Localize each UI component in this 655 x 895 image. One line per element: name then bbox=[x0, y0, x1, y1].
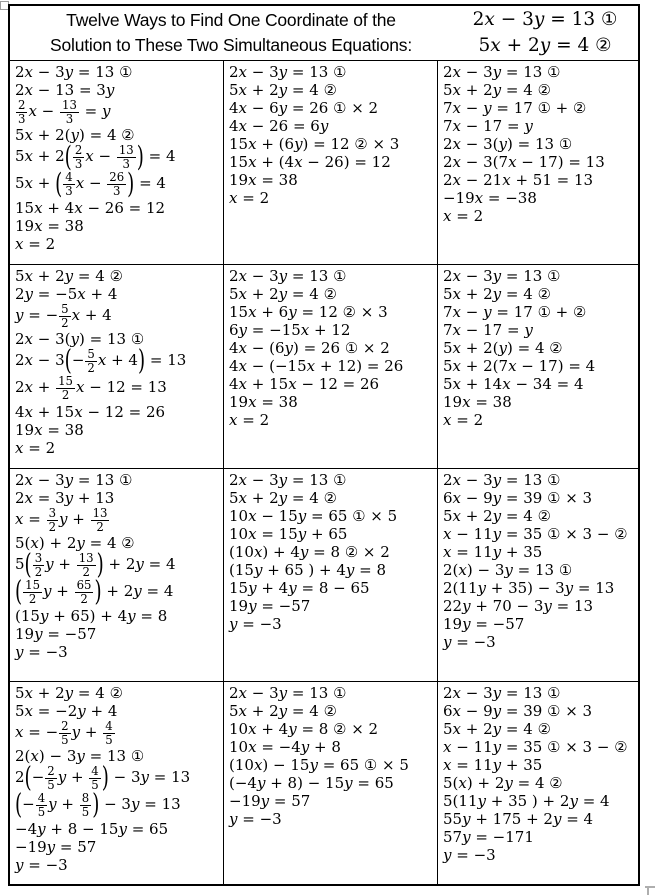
math-line: 5x + 2y = 4 ② bbox=[15, 684, 123, 702]
table-resize-handle-icon[interactable] bbox=[647, 888, 649, 895]
math-line: 5x + 2y = 4 ② bbox=[443, 285, 551, 303]
math-line: 4x − (6y) = 26 ① × 2 bbox=[229, 339, 390, 357]
math-line: 15x + 6y = 12 ② × 3 bbox=[229, 303, 388, 321]
math-line: 2x − 3y = 13 ① bbox=[443, 267, 561, 285]
method-cell-r4c3 bbox=[438, 682, 638, 884]
math-line: (15y + 65) + 4y = 8 bbox=[15, 606, 168, 625]
math-line: 5x + 2y = 4 ② bbox=[229, 489, 337, 507]
math-line: 19y = −57 bbox=[229, 597, 311, 615]
math-line: 55y + 175 + 2y = 4 bbox=[443, 810, 594, 828]
math-line: x = 2 bbox=[229, 411, 270, 429]
math-line: 4x + 15x − 12 = 26 bbox=[229, 375, 380, 393]
math-line: 4x + 15x − 12 = 26 bbox=[15, 402, 166, 421]
method-cell-r4c2 bbox=[224, 682, 438, 884]
math-line: 19y = −57 bbox=[443, 615, 525, 633]
method-cell-r3c3 bbox=[438, 469, 638, 682]
math-line: x = 2 bbox=[229, 189, 270, 207]
math-line: 5x + 2(7x − 17) = 4 bbox=[443, 357, 596, 375]
math-line: 10x = −4y + 8 bbox=[229, 738, 341, 756]
math-line: 19x = 38 bbox=[229, 171, 298, 189]
math-line: 2y = −5x + 4 bbox=[15, 285, 118, 303]
method-cell-r1c3 bbox=[438, 61, 638, 265]
math-line: 5( $\frac{3}{2}$ y + $\frac{13}{2}$ ) + 2y = 4 bbox=[15, 548, 176, 582]
math-line: x = 2 bbox=[443, 411, 484, 429]
math-line: x = 2 bbox=[443, 207, 484, 225]
method-cell-r2c2 bbox=[224, 265, 438, 469]
math-line: (−4y + 8) − 15y = 65 bbox=[229, 774, 394, 792]
page-title-line1: Twelve Ways to Find One Coordinate of the bbox=[66, 10, 396, 30]
math-line: x = 2 bbox=[15, 438, 56, 457]
math-line: (10x) − 15y = 65 ① × 5 bbox=[229, 756, 409, 774]
math-line: −4y + 8 − 15y = 65 bbox=[15, 819, 169, 838]
math-line: 5x = −2y + 4 bbox=[15, 702, 118, 720]
math-line: 57y = −171 bbox=[443, 828, 534, 846]
math-line: 5(x) + 2y = 4 ② bbox=[15, 534, 135, 553]
math-line: 4x − 6y = 26 ① × 2 bbox=[229, 99, 379, 117]
math-line: y = −3 bbox=[15, 642, 68, 661]
math-line: x = 2 bbox=[15, 234, 56, 253]
method-cell-r1c2 bbox=[224, 61, 438, 265]
method-cell-r3c1 bbox=[10, 469, 224, 682]
math-line: 2x − 3y = 13 ① bbox=[443, 63, 561, 81]
math-line: 19x = 38 bbox=[15, 420, 84, 439]
page-title-line2: Solution to These Two Simultaneous Equations: bbox=[50, 35, 412, 55]
math-line: 5x + 2y = 4 ② bbox=[229, 702, 337, 720]
math-line: 2x − 3(y) = 13 ① bbox=[15, 330, 145, 349]
math-line: 4x − (−15x + 12) = 26 bbox=[229, 357, 404, 375]
math-line: 2(− $\frac{2}{5}$ y + $\frac{4}{5}$ ) − 3y = 13 bbox=[15, 761, 191, 795]
math-line: (− $\frac{4}{5}$ y + $\frac{8}{5}$ ) − 3y = 13 bbox=[15, 788, 181, 822]
math-line: 5x + 2(y) = 4 ② bbox=[443, 339, 563, 357]
math-line: 5x + 2y = 4 ② bbox=[443, 507, 551, 525]
math-line: (15y + 65 ) + 4y = 8 bbox=[229, 561, 387, 579]
math-line: 2x − 3y = 13 ① bbox=[229, 684, 347, 702]
math-line: y = − $\frac{5}{2}$ x + 4 bbox=[15, 302, 112, 331]
math-line: 5x + ( $\frac{4}{3}$ x − $\frac{26}{3}$ ) = 4 bbox=[15, 167, 166, 201]
math-line: 5x + 14x − 34 = 4 bbox=[443, 375, 584, 393]
math-line: 2x − 13 = 3y bbox=[15, 81, 115, 99]
math-line: 10x + 4y = 8 ② × 2 bbox=[229, 720, 379, 738]
math-line: 7x − 17 = y bbox=[443, 321, 533, 339]
math-line: 5(x) + 2y = 4 ② bbox=[443, 774, 563, 792]
math-line: 6y = −15x + 12 bbox=[229, 321, 351, 339]
math-line: 5x + 2(y) = 4 ② bbox=[15, 126, 135, 145]
math-line: 10x = 15y + 65 bbox=[229, 525, 348, 543]
math-line: 15x + (6y) = 12 ② × 3 bbox=[229, 135, 400, 153]
math-line: 2x − 3y = 13 ① bbox=[443, 471, 561, 489]
math-line: −19y = 57 bbox=[229, 792, 311, 810]
math-line: 6x − 9y = 39 ① × 3 bbox=[443, 702, 593, 720]
math-line: x = 11y + 35 bbox=[443, 543, 543, 561]
math-line: $\frac{2}{3}$ x − $\frac{13}{3}$ = y bbox=[18, 98, 111, 127]
math-line: 2x − 21x + 51 = 13 bbox=[443, 171, 594, 189]
math-line: 7x − 17 = y bbox=[443, 117, 533, 135]
math-line: 7x − y = 17 ① + ② bbox=[443, 99, 587, 117]
math-line: 5x + 2y = 4 ② bbox=[229, 285, 337, 303]
math-line: 22y + 70 − 3y = 13 bbox=[443, 597, 594, 615]
math-line: 2x − 3y = 13 ① bbox=[443, 684, 561, 702]
math-line: 2x = 3y + 13 bbox=[15, 489, 115, 507]
math-line: 5x + 2y = 4 ② bbox=[229, 81, 337, 99]
math-line: 5x + 2y = 4 ② bbox=[443, 720, 551, 738]
math-line: 19x = 38 bbox=[229, 393, 298, 411]
math-line: 5x + 2y = 4 ② bbox=[15, 267, 123, 285]
method-cell-r1c1 bbox=[10, 61, 224, 265]
math-line: y = −3 bbox=[443, 846, 496, 864]
math-line: 5x + 2( $\frac{2}{3}$ x − $\frac{13}{3}$ ) = 4 bbox=[15, 140, 176, 174]
math-line: 2(x) − 3y = 13 ① bbox=[443, 561, 573, 579]
math-line: 2x + $\frac{15}{2}$ x − 12 = 13 bbox=[15, 374, 167, 403]
math-line: 10x − 15y = 65 ① × 5 bbox=[229, 507, 398, 525]
math-line: 2x − 3y = 13 ① bbox=[229, 63, 347, 81]
table-header-row bbox=[10, 6, 638, 61]
math-line: −19x = −38 bbox=[443, 189, 537, 207]
math-line: x = $\frac{3}{2}$ y + $\frac{13}{2}$ bbox=[15, 506, 108, 535]
methods-grid bbox=[10, 61, 638, 884]
math-line: 2(11y + 35) − 3y = 13 bbox=[443, 579, 615, 597]
math-line: 2x − 3(− $\frac{5}{2}$ x + 4) = 13 bbox=[15, 344, 187, 378]
math-line: ( $\frac{15}{2}$ y + $\frac{65}{2}$ ) + 2y = 4 bbox=[15, 575, 174, 609]
math-line: 15x + (4x − 26) = 12 bbox=[229, 153, 391, 171]
math-line: 19y = −57 bbox=[15, 624, 97, 643]
page-title bbox=[10, 8, 452, 58]
math-line: 2(x) − 3y = 13 ① bbox=[15, 747, 145, 766]
method-cell-r3c2 bbox=[224, 469, 438, 682]
math-line: x − 11y = 35 ① × 3 − ② bbox=[443, 525, 628, 543]
math-line: y = −3 bbox=[229, 615, 282, 633]
math-line: (10x) + 4y = 8 ② × 2 bbox=[229, 543, 390, 561]
solutions-table bbox=[8, 4, 640, 886]
given-equations bbox=[452, 7, 638, 59]
math-line: 19x = 38 bbox=[443, 393, 512, 411]
math-line: y = −3 bbox=[229, 810, 282, 828]
math-line: 2x − 3y = 13 ① bbox=[15, 63, 133, 81]
math-line: y = −3 bbox=[443, 633, 496, 651]
math-line: 15x + 4x − 26 = 12 bbox=[15, 198, 166, 217]
equation-1: 2x − 3y = 13 ① bbox=[472, 9, 618, 30]
math-line: x = 11y + 35 bbox=[443, 756, 543, 774]
math-line: 2x − 3(7x − 17) = 13 bbox=[443, 153, 605, 171]
math-line: x = − $\frac{2}{5}$ y + $\frac{4}{5}$ bbox=[15, 719, 113, 748]
math-line: 6x − 9y = 39 ① × 3 bbox=[443, 489, 593, 507]
math-line: 2x − 3(y) = 13 ① bbox=[443, 135, 573, 153]
math-line: 7x − y = 17 ① + ② bbox=[443, 303, 587, 321]
math-line: 15y + 4y = 8 − 65 bbox=[229, 579, 370, 597]
math-line: 4x − 26 = 6y bbox=[229, 117, 329, 135]
math-line: 2x − 3y = 13 ① bbox=[229, 471, 347, 489]
math-line: y = −3 bbox=[15, 855, 68, 874]
math-line: x − 11y = 35 ① × 3 − ② bbox=[443, 738, 628, 756]
method-cell-r2c3 bbox=[438, 265, 638, 469]
equation-2: 5x + 2y = 4 ② bbox=[478, 35, 612, 56]
math-line: 2x − 3y = 13 ① bbox=[229, 267, 347, 285]
math-line: 5x + 2y = 4 ② bbox=[443, 81, 551, 99]
math-line: 2x − 3y = 13 ① bbox=[15, 471, 133, 489]
method-cell-r2c1 bbox=[10, 265, 224, 469]
math-line: −19y = 57 bbox=[15, 837, 97, 856]
method-cell-r4c1 bbox=[10, 682, 224, 884]
math-line: 5(11y + 35 ) + 2y = 4 bbox=[443, 792, 610, 810]
math-line: 19x = 38 bbox=[15, 216, 84, 235]
